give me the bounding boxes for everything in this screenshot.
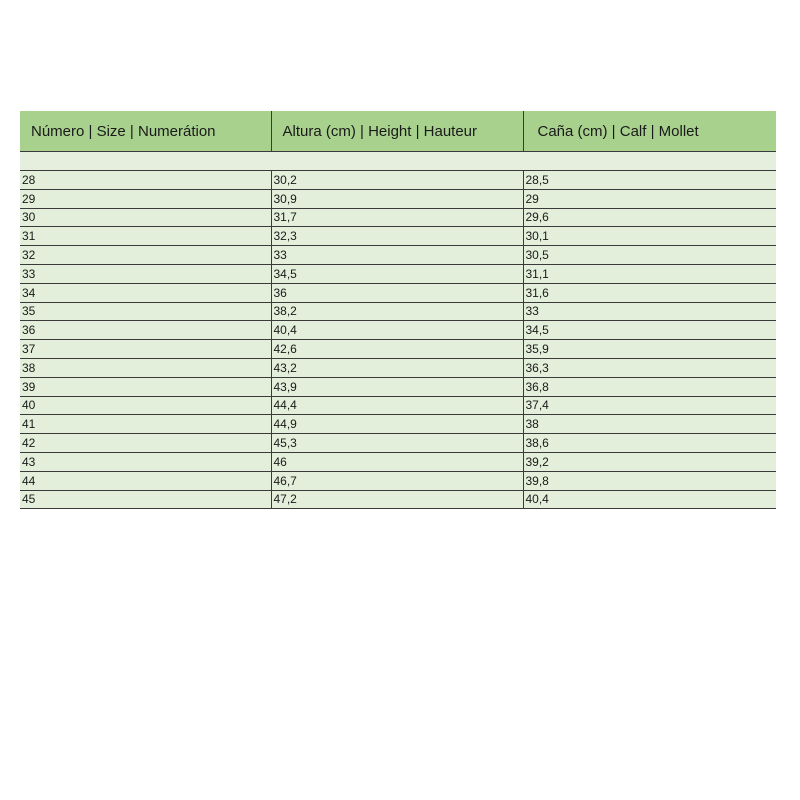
cell-height: 46 (271, 452, 523, 471)
table-row (20, 302, 776, 321)
table-row (20, 283, 776, 302)
cell-calf: 40,4 (523, 490, 776, 509)
cell-calf: 30,1 (523, 227, 776, 246)
cell-calf: 38,6 (523, 434, 776, 453)
size-chart-table (20, 111, 776, 509)
cell-size: 43 (20, 452, 271, 471)
cell-height: 36 (271, 283, 523, 302)
cell-height: 45,3 (271, 434, 523, 453)
cell-size: 34 (20, 283, 271, 302)
header-row (20, 111, 776, 152)
cell-calf: 33 (523, 302, 776, 321)
cell-height: 32,3 (271, 227, 523, 246)
cell-size: 39 (20, 377, 271, 396)
cell-height: 47,2 (271, 490, 523, 509)
cell-size: 31 (20, 227, 271, 246)
cell-calf: 31,6 (523, 283, 776, 302)
cell-height: 31,7 (271, 208, 523, 227)
header-size: Número | Size | Numerátion (20, 111, 271, 152)
cell-calf: 31,1 (523, 264, 776, 283)
cell-size: 36 (20, 321, 271, 340)
table-row (20, 490, 776, 509)
cell-size: 44 (20, 471, 271, 490)
cell-size: 32 (20, 246, 271, 265)
cell-height: 44,4 (271, 396, 523, 415)
table-body (20, 171, 776, 509)
spacer-cell (523, 152, 776, 171)
cell-height: 33 (271, 246, 523, 265)
table-row (20, 171, 776, 190)
cell-size: 45 (20, 490, 271, 509)
cell-height: 40,4 (271, 321, 523, 340)
cell-size: 33 (20, 264, 271, 283)
spacer-cell (271, 152, 523, 171)
cell-calf: 39,8 (523, 471, 776, 490)
table-row (20, 189, 776, 208)
spacer-row (20, 152, 776, 171)
cell-size: 35 (20, 302, 271, 321)
cell-height: 43,2 (271, 358, 523, 377)
cell-calf: 38 (523, 415, 776, 434)
table-row (20, 471, 776, 490)
cell-height: 30,9 (271, 189, 523, 208)
cell-calf: 36,8 (523, 377, 776, 396)
table-row (20, 208, 776, 227)
cell-calf: 35,9 (523, 340, 776, 359)
table-row (20, 321, 776, 340)
cell-size: 40 (20, 396, 271, 415)
cell-height: 38,2 (271, 302, 523, 321)
cell-calf: 30,5 (523, 246, 776, 265)
cell-calf: 34,5 (523, 321, 776, 340)
table-row (20, 434, 776, 453)
table-row (20, 452, 776, 471)
spacer-cell (20, 152, 271, 171)
cell-height: 34,5 (271, 264, 523, 283)
cell-calf: 39,2 (523, 452, 776, 471)
cell-size: 42 (20, 434, 271, 453)
cell-size: 28 (20, 171, 271, 190)
cell-height: 44,9 (271, 415, 523, 434)
header-calf: Caña (cm) | Calf | Mollet (523, 111, 776, 152)
cell-height: 46,7 (271, 471, 523, 490)
table-row (20, 377, 776, 396)
cell-calf: 29,6 (523, 208, 776, 227)
table-row (20, 415, 776, 434)
table-header (20, 111, 776, 152)
cell-height: 43,9 (271, 377, 523, 396)
cell-size: 30 (20, 208, 271, 227)
cell-size: 41 (20, 415, 271, 434)
table-row (20, 340, 776, 359)
cell-height: 42,6 (271, 340, 523, 359)
cell-size: 38 (20, 358, 271, 377)
table-row (20, 227, 776, 246)
cell-size: 37 (20, 340, 271, 359)
cell-calf: 37,4 (523, 396, 776, 415)
table-row (20, 396, 776, 415)
cell-calf: 29 (523, 189, 776, 208)
table-row (20, 358, 776, 377)
cell-calf: 28,5 (523, 171, 776, 190)
cell-height: 30,2 (271, 171, 523, 190)
table-row (20, 264, 776, 283)
cell-calf: 36,3 (523, 358, 776, 377)
table-row (20, 246, 776, 265)
table-spacer (20, 152, 776, 171)
header-height: Altura (cm) | Height | Hauteur (271, 111, 523, 152)
cell-size: 29 (20, 189, 271, 208)
